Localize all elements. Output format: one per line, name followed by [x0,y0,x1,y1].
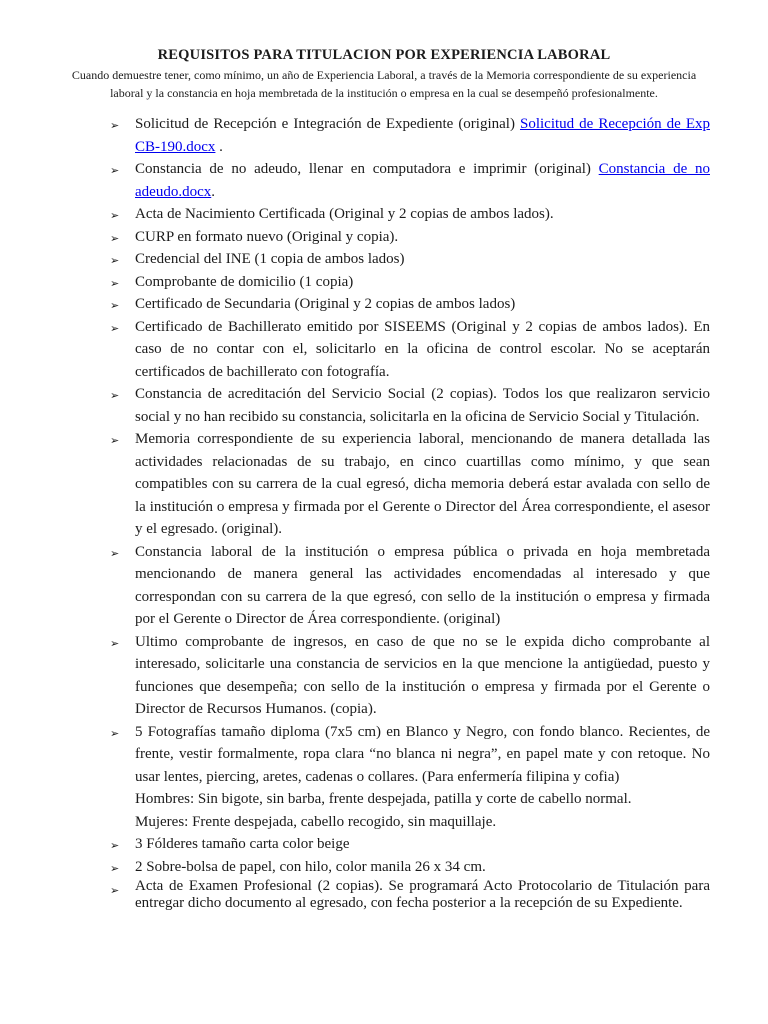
list-item [110,383,710,428]
list-item [110,293,710,316]
list-item [110,113,710,158]
list-item-run: Ultimo comprobante de ingresos, en caso de que no se le expida dicho comprobante al interesado, solicitarle una constancia de servicios en la que mencione la antigüedad, puesto y funciones que desempeña; con sello de la institución o empresa y firmada por el Gerente o Director de Recursos Humanos. (copia). [135,633,710,717]
attachment-link[interactable]: Constancia de no adeudo.docx [135,161,710,200]
list-item-run: Acta de Nacimiento Certificada (Original y 2 copias de ambos lados). [135,206,554,222]
list-item [110,833,710,856]
list-item-run: 3 Fólderes tamaño carta color beige [135,836,350,852]
list-item [110,271,710,294]
bullet-arrow-icon: ➢ [110,321,120,335]
list-item-text [135,158,710,203]
list-item-run: Credencial del INE (1 copia de ambos lados) [135,251,405,267]
list-item-text [135,631,710,721]
list-item-run: Certificado de Bachillerato emitido por SISEEMS (Original y 2 copias de ambos lados). En caso de no contar con el, solicitarlo en la oficina de control escolar. No se aceptarán certificados de bachillerato con fotografía. [135,318,710,380]
bullet-arrow-icon: ➢ [110,389,120,402]
bullet-arrow-icon: ➢ [110,299,120,312]
list-item-text [135,833,710,856]
list-item-run: Comprobante de domicilio (1 copia) [135,273,354,290]
list-item-text [135,878,710,912]
attachment-link[interactable]: Solicitud de Recepción de Exp CB-190.docx [135,116,710,155]
list-item-run: . [215,138,223,155]
list-item-text [135,113,710,158]
bullet-arrow-icon: ➢ [110,209,120,222]
list-item-run: Constancia de acreditación del Servicio Social (2 copias). Todos los que realizaron servicio social y no han recibido su constancia, solicitarla en la oficina de Servicio Social y Titulación. [135,386,710,425]
bullet-arrow-icon: ➢ [110,164,120,177]
bullet-arrow-icon: ➢ [110,861,120,875]
list-item-text [135,203,710,226]
list-item [110,428,710,541]
document-title: REQUISITOS PARA TITULACION POR EXPERIENCIA LABORAL [157,47,611,63]
list-item-run: Constancia de no adeudo, llenar en computadora e imprimir (original) [135,161,599,177]
list-item-text [135,293,710,316]
list-item-run: 5 Fotografías tamaño diploma (7x5 cm) en Blanco y Negro, con fondo blanco. Recientes, de frente, vestir formalmente, ropa clara “no blanca ni negra”, en papel mate y con retoque. No usar lentes, piercing, aretes, cadenas o collares. (Para enfermería filipina y cofia) [135,723,710,785]
list-item [110,158,710,203]
document-intro: Cuando demuestre tener, como mínimo, un año de Experiencia Laboral, a través de la Memoria correspondiente de su experiencia laboral y la constancia en hoja membretada de la institución o empresa en la cual se desempeñó profesionalmente. [71,68,697,100]
bullet-arrow-icon: ➢ [110,884,120,897]
list-item [110,856,710,879]
list-item [110,248,710,271]
list-item-text [135,316,710,384]
list-item-run: CURP en formato nuevo (Original y copia). [135,228,399,245]
list-item-text [135,541,710,631]
list-item-run: Constancia laboral de la institución o empresa pública o privada en hoja membretada mencionando de manera general las actividades encomendadas al interesado y que correspondan con su carrera de la que egresó, con sello de la institución o empresa y firmada por el Gerente o Director de Área correspondiente. (original) [135,543,710,627]
list-item-text [135,383,710,428]
list-item [110,631,710,721]
list-item-run: . [211,183,215,200]
bullet-arrow-icon: ➢ [110,434,120,447]
list-item-run: Acta de Examen Profesional (2 copias). Se programará Acto Protocolario de Titulación para entregar dicho documento al egresado, con fecha posterior a la recepción de su Expediente. [135,878,710,911]
requirements-list [58,113,710,912]
list-item-run: Solicitud de Recepción e Integración de Expediente (original) [135,116,520,132]
bullet-arrow-icon: ➢ [110,726,120,740]
list-item-run: 2 Sobre-bolsa de papel, con hilo, color manila 26 x 34 cm. [135,858,486,875]
bullet-arrow-icon: ➢ [110,839,120,852]
list-item [110,721,710,834]
list-item-run: Memoria correspondiente de su experiencia laboral, mencionando de manera detallada las actividades relacionadas de su trabajo, en cinco cuartillas como mínimo, y que sean compatibles con su carrera de la cual egresó, dicha memoria deberá estar avalada con sello de la institución o empresa y firmada por el Gerente o Director del Área correspondiente, el asesor y el egresado. (original). [135,431,710,537]
list-item-text [135,271,710,294]
bullet-arrow-icon: ➢ [110,276,120,290]
bullet-arrow-icon: ➢ [110,636,120,650]
list-item-text [135,226,710,249]
bullet-arrow-icon: ➢ [110,546,120,560]
list-item-text [135,721,710,834]
list-item [110,316,710,384]
list-item-text [135,248,710,271]
list-item [110,541,710,631]
list-item [110,878,710,912]
list-item-text [135,428,710,541]
list-item-subline: Mujeres: Frente despejada, cabello recogido, sin maquillaje. [135,813,497,830]
list-item-run: Certificado de Secundaria (Original y 2 copias de ambos lados) [135,296,516,312]
bullet-arrow-icon: ➢ [110,119,120,132]
list-item [110,226,710,249]
list-item-text [135,856,710,879]
list-item-subline: Hombres: Sin bigote, sin barba, frente despejada, patilla y corte de cabello normal. [135,791,632,807]
list-item [110,203,710,226]
bullet-arrow-icon: ➢ [110,254,120,267]
bullet-arrow-icon: ➢ [110,231,120,245]
